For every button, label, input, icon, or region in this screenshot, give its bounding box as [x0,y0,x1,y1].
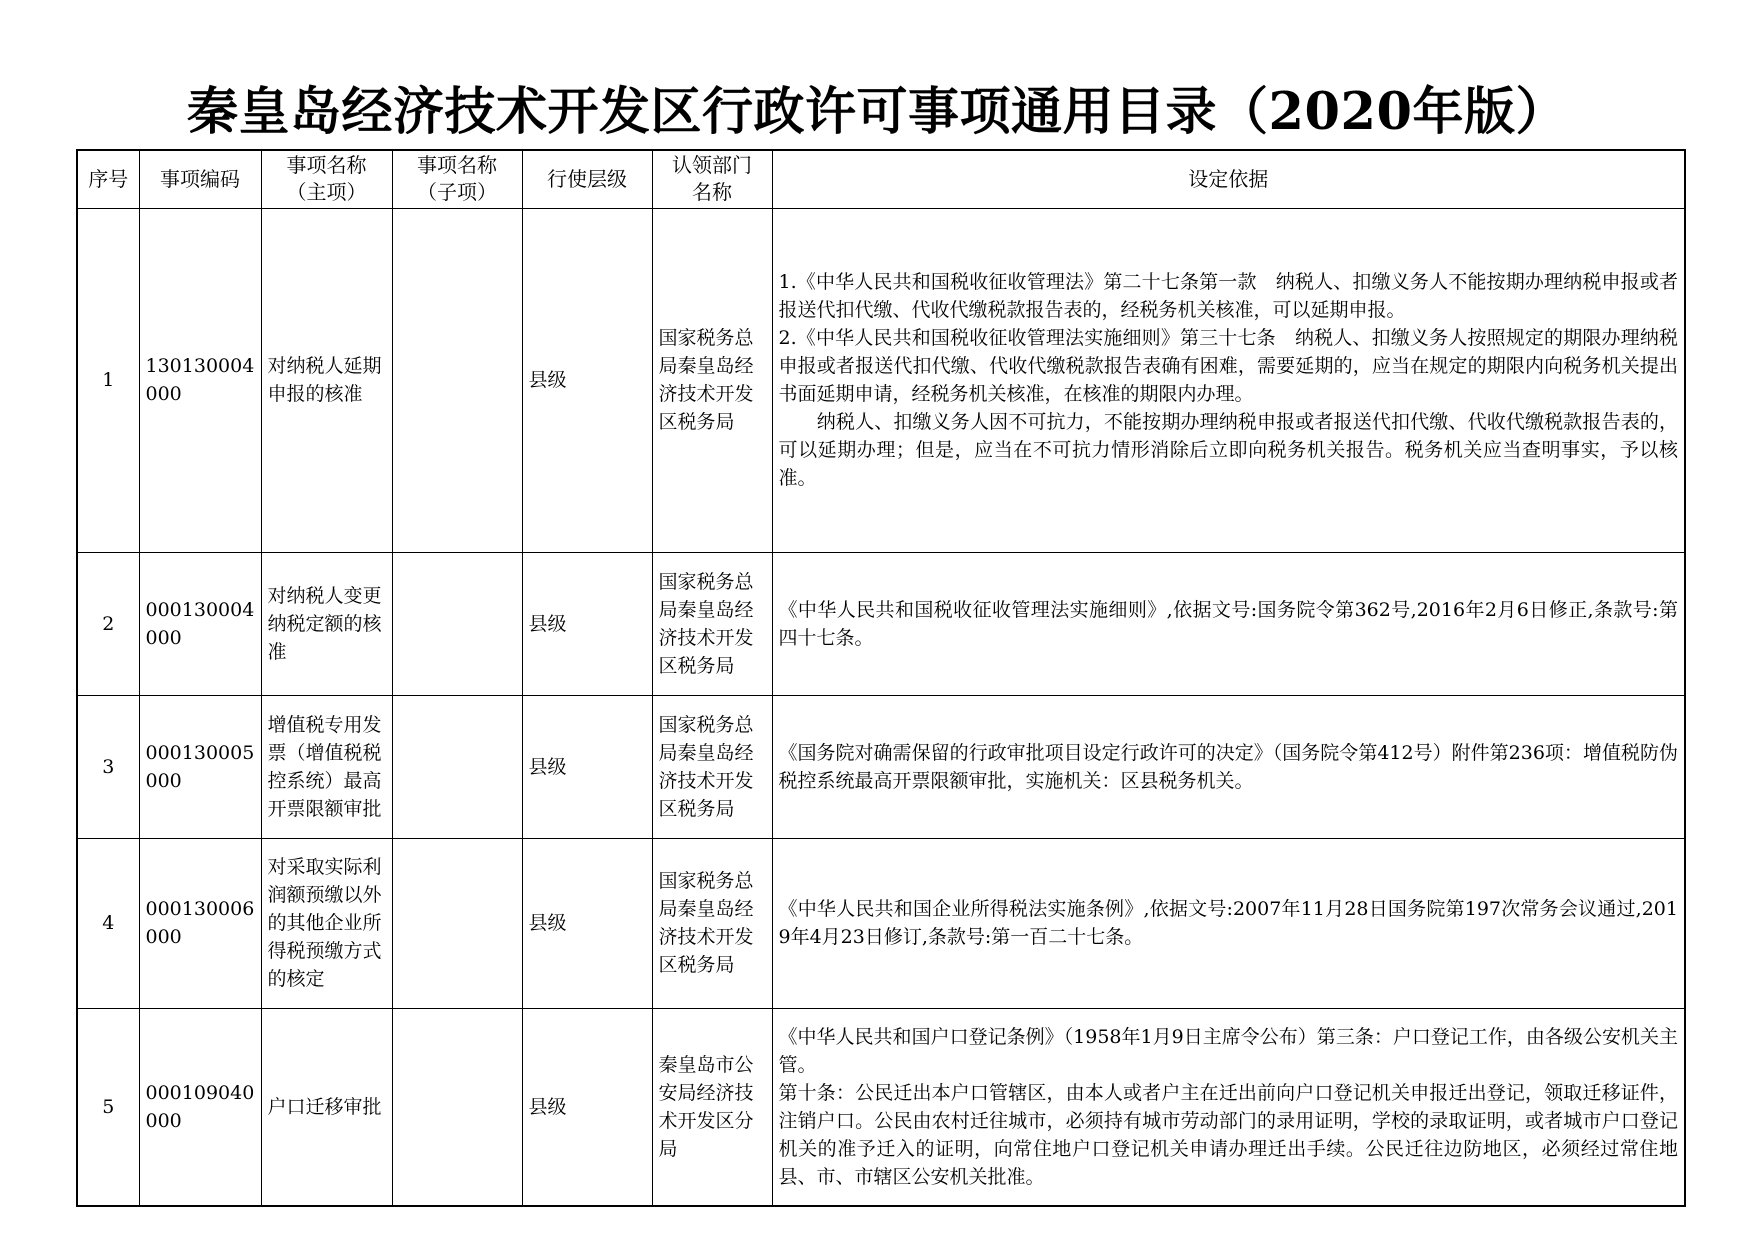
table-row [77,208,1685,552]
table-row [77,838,1685,1008]
cell-level: 县级 [522,1008,652,1206]
cell-level: 县级 [522,838,652,1008]
header-row [77,150,1685,208]
header-department: 认领部门 名称 [652,150,772,208]
table-body [77,208,1685,1206]
table-header [77,150,1685,208]
cell-main-item: 对采取实际利润额预缴以外的其他企业所得税预缴方式的核定 [261,838,392,1008]
cell-basis: 《中华人民共和国户口登记条例》（1958年1月9日主席令公布）第三条：户口登记工作，由各级公安机关主管。 第十条：公民迁出本户口管辖区，由本人或者户主在迁出前向户口登记机关申报迁出登记，领取迁移证件，注销户口。公民由农村迁往城市，必须持有城市劳动部门的录用证明，学校的录取证明，或者城市户口登记机关的准予迁入的证明，向常住地户口登记机关申请办理迁出手续。公民迁往边防地区，必须经过常住地县、市、市辖区公安机关批准。 [772,1008,1685,1206]
cell-department: 秦皇岛市公安局经济技术开发区分局 [652,1008,772,1206]
cell-basis: 《中华人民共和国税收征收管理法实施细则》,依据文号:国务院令第362号,2016年2月6日修正,条款号:第四十七条。 [772,552,1685,695]
cell-code: 000109040000 [139,1008,261,1206]
cell-main-item: 对纳税人延期申报的核准 [261,208,392,552]
cell-level: 县级 [522,695,652,838]
cell-main-item: 增值税专用发票（增值税税控系统）最高开票限额审批 [261,695,392,838]
cell-seq: 3 [77,695,139,838]
cell-seq: 5 [77,1008,139,1206]
page-title: 秦皇岛经济技术开发区行政许可事项通用目录（2020年版） [187,82,1567,142]
cell-main-item: 对纳税人变更纳税定额的核准 [261,552,392,695]
cell-sub-item [392,838,522,1008]
cell-department: 国家税务总局秦皇岛经济技术开发区税务局 [652,552,772,695]
cell-department: 国家税务总局秦皇岛经济技术开发区税务局 [652,208,772,552]
header-code: 事项编码 [139,150,261,208]
header-seq: 序号 [77,150,139,208]
cell-sub-item [392,552,522,695]
cell-level: 县级 [522,552,652,695]
cell-code: 000130006000 [139,838,261,1008]
cell-basis: 1.《中华人民共和国税收征收管理法》第二十七条第一款 纳税人、扣缴义务人不能按期办理纳税申报或者报送代扣代缴、代收代缴税款报告表的，经税务机关核准，可以延期申报。 2.《中华人民共和国税收征收管理法实施细则》第三十七条 纳税人、扣缴义务人按照规定的期限办理纳税申报或者报送代扣代缴、代收代缴税款报告表确有困难，需要延期的，应当在规定的期限内向税务机关提出书面延期申请，经税务机关核准，在核准的期限内办理。 纳税人、扣缴义务人因不可抗力，不能按期办理纳税申报或者报送代扣代缴、代收代缴税款报告表的，可以延期办理；但是，应当在不可抗力情形消除后立即向税务机关报告。税务机关应当查明事实，予以核准。 [772,208,1685,552]
header-level: 行使层级 [522,150,652,208]
catalog-table [76,149,1686,1207]
cell-code: 000130004000 [139,552,261,695]
header-sub-item: 事项名称 （子项） [392,150,522,208]
cell-department: 国家税务总局秦皇岛经济技术开发区税务局 [652,695,772,838]
cell-level: 县级 [522,208,652,552]
table-row [77,1008,1685,1206]
table-row [77,695,1685,838]
header-main-item: 事项名称 （主项） [261,150,392,208]
cell-seq: 4 [77,838,139,1008]
cell-sub-item [392,208,522,552]
cell-seq: 1 [77,208,139,552]
cell-seq: 2 [77,552,139,695]
cell-sub-item [392,1008,522,1206]
cell-department: 国家税务总局秦皇岛经济技术开发区税务局 [652,838,772,1008]
cell-code: 130130004000 [139,208,261,552]
header-basis: 设定依据 [772,150,1685,208]
cell-code: 000130005000 [139,695,261,838]
cell-basis: 《国务院对确需保留的行政审批项目设定行政许可的决定》（国务院令第412号）附件第236项：增值税防伪税控系统最高开票限额审批，实施机关：区县税务机关。 [772,695,1685,838]
cell-basis: 《中华人民共和国企业所得税法实施条例》,依据文号:2007年11月28日国务院第197次常务会议通过,2019年4月23日修订,条款号:第一百二十七条。 [772,838,1685,1008]
cell-main-item: 户口迁移审批 [261,1008,392,1206]
table-row [77,552,1685,695]
cell-sub-item [392,695,522,838]
